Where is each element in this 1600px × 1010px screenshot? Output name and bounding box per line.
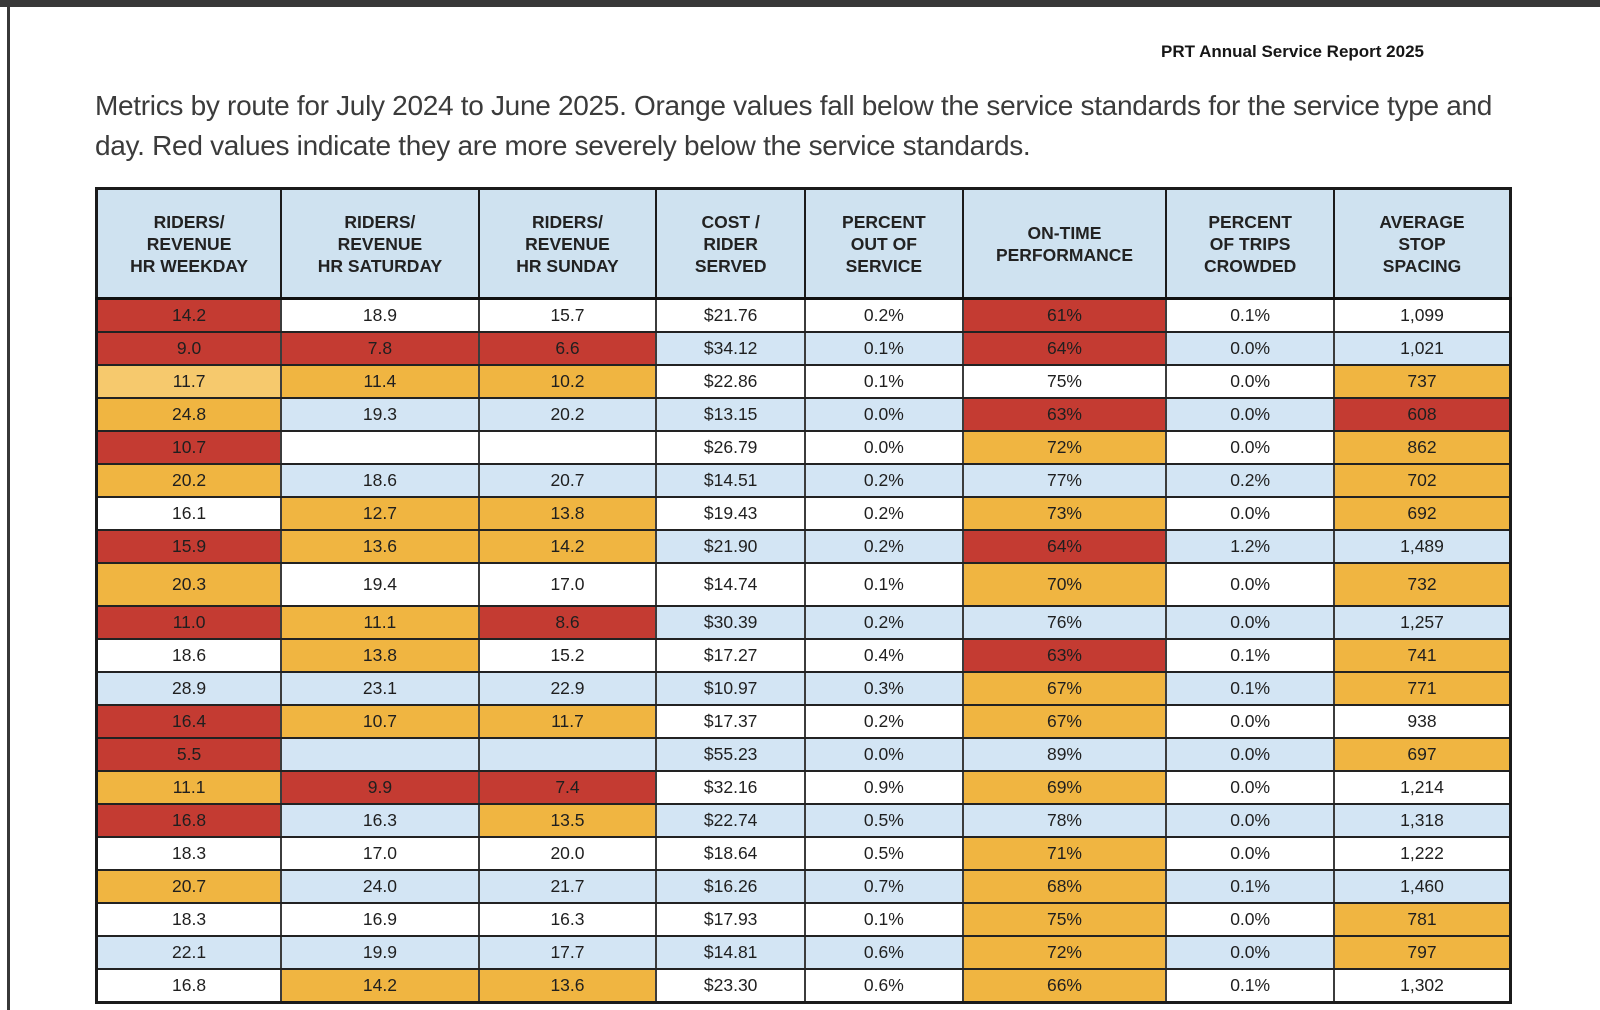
cell-percent-out-of-service: 0.0% bbox=[805, 738, 963, 771]
cell-average-stop-spacing: 781 bbox=[1334, 903, 1511, 936]
cell-percent-out-of-service: 0.1% bbox=[805, 903, 963, 936]
cell-percent-of-trips-crowded: 0.0% bbox=[1166, 705, 1334, 738]
cell-percent-of-trips-crowded: 0.0% bbox=[1166, 332, 1334, 365]
column-header-percent-out-of-service: PERCENT OUT OF SERVICE bbox=[805, 189, 963, 299]
cell-cost-per-rider-served: $14.51 bbox=[656, 464, 805, 497]
cell-riders-revenue-hr-sunday: 20.7 bbox=[479, 464, 657, 497]
cell-riders-revenue-hr-saturday: 13.8 bbox=[281, 639, 479, 672]
cell-riders-revenue-hr-weekday: 14.2 bbox=[97, 299, 282, 333]
table-row bbox=[97, 738, 1511, 771]
cell-riders-revenue-hr-saturday: 16.3 bbox=[281, 804, 479, 837]
cell-cost-per-rider-served: $21.76 bbox=[656, 299, 805, 333]
cell-percent-of-trips-crowded: 0.0% bbox=[1166, 398, 1334, 431]
cell-on-time-performance: 71% bbox=[963, 837, 1167, 870]
cell-riders-revenue-hr-sunday: 11.7 bbox=[479, 705, 657, 738]
page-border-top bbox=[0, 0, 1600, 7]
cell-cost-per-rider-served: $17.27 bbox=[656, 639, 805, 672]
cell-cost-per-rider-served: $21.90 bbox=[656, 530, 805, 563]
cell-percent-out-of-service: 0.5% bbox=[805, 804, 963, 837]
cell-cost-per-rider-served: $34.12 bbox=[656, 332, 805, 365]
cell-riders-revenue-hr-weekday: 9.0 bbox=[97, 332, 282, 365]
table-row bbox=[97, 563, 1511, 606]
cell-percent-of-trips-crowded: 0.0% bbox=[1166, 431, 1334, 464]
cell-riders-revenue-hr-weekday: 20.7 bbox=[97, 870, 282, 903]
cell-riders-revenue-hr-weekday: 16.8 bbox=[97, 969, 282, 1003]
cell-riders-revenue-hr-sunday bbox=[479, 431, 657, 464]
cell-riders-revenue-hr-sunday: 10.2 bbox=[479, 365, 657, 398]
cell-riders-revenue-hr-sunday: 20.2 bbox=[479, 398, 657, 431]
cell-percent-of-trips-crowded: 0.0% bbox=[1166, 837, 1334, 870]
cell-riders-revenue-hr-sunday: 6.6 bbox=[479, 332, 657, 365]
cell-riders-revenue-hr-weekday: 20.3 bbox=[97, 563, 282, 606]
cell-on-time-performance: 64% bbox=[963, 332, 1167, 365]
cell-average-stop-spacing: 938 bbox=[1334, 705, 1511, 738]
cell-on-time-performance: 67% bbox=[963, 672, 1167, 705]
column-header-riders-revenue-hr-saturday: RIDERS/ REVENUE HR SATURDAY bbox=[281, 189, 479, 299]
cell-riders-revenue-hr-saturday: 12.7 bbox=[281, 497, 479, 530]
cell-percent-out-of-service: 0.6% bbox=[805, 936, 963, 969]
cell-on-time-performance: 63% bbox=[963, 639, 1167, 672]
cell-riders-revenue-hr-sunday: 17.0 bbox=[479, 563, 657, 606]
cell-percent-of-trips-crowded: 0.0% bbox=[1166, 563, 1334, 606]
cell-cost-per-rider-served: $10.97 bbox=[656, 672, 805, 705]
cell-percent-of-trips-crowded: 0.0% bbox=[1166, 936, 1334, 969]
cell-cost-per-rider-served: $30.39 bbox=[656, 606, 805, 639]
table-row bbox=[97, 299, 1511, 333]
cell-average-stop-spacing: 737 bbox=[1334, 365, 1511, 398]
cell-average-stop-spacing: 1,257 bbox=[1334, 606, 1511, 639]
column-header-riders-revenue-hr-sunday: RIDERS/ REVENUE HR SUNDAY bbox=[479, 189, 657, 299]
cell-on-time-performance: 66% bbox=[963, 969, 1167, 1003]
table-header-row bbox=[97, 189, 1511, 299]
cell-percent-out-of-service: 0.7% bbox=[805, 870, 963, 903]
cell-percent-out-of-service: 0.0% bbox=[805, 398, 963, 431]
cell-riders-revenue-hr-weekday: 16.1 bbox=[97, 497, 282, 530]
table-row bbox=[97, 398, 1511, 431]
cell-riders-revenue-hr-saturday: 19.4 bbox=[281, 563, 479, 606]
cell-riders-revenue-hr-saturday: 19.9 bbox=[281, 936, 479, 969]
cell-riders-revenue-hr-sunday: 20.0 bbox=[479, 837, 657, 870]
cell-cost-per-rider-served: $18.64 bbox=[656, 837, 805, 870]
cell-on-time-performance: 70% bbox=[963, 563, 1167, 606]
table-row bbox=[97, 672, 1511, 705]
cell-riders-revenue-hr-sunday: 17.7 bbox=[479, 936, 657, 969]
cell-percent-of-trips-crowded: 0.0% bbox=[1166, 738, 1334, 771]
cell-percent-of-trips-crowded: 0.0% bbox=[1166, 606, 1334, 639]
table-row bbox=[97, 936, 1511, 969]
cell-percent-out-of-service: 0.2% bbox=[805, 497, 963, 530]
cell-riders-revenue-hr-sunday: 15.2 bbox=[479, 639, 657, 672]
cell-average-stop-spacing: 1,318 bbox=[1334, 804, 1511, 837]
table-row bbox=[97, 497, 1511, 530]
cell-cost-per-rider-served: $16.26 bbox=[656, 870, 805, 903]
table-row bbox=[97, 431, 1511, 464]
cell-cost-per-rider-served: $22.74 bbox=[656, 804, 805, 837]
table-row bbox=[97, 969, 1511, 1003]
cell-riders-revenue-hr-weekday: 18.6 bbox=[97, 639, 282, 672]
cell-percent-out-of-service: 0.1% bbox=[805, 332, 963, 365]
intro-paragraph: Metrics by route for July 2024 to June 2025. Orange values fall below the service standards for the service type and day. Red values indicate they are more severely below the service standards. bbox=[95, 90, 1493, 161]
cell-riders-revenue-hr-weekday: 15.9 bbox=[97, 530, 282, 563]
cell-riders-revenue-hr-sunday bbox=[479, 738, 657, 771]
cell-riders-revenue-hr-sunday: 13.6 bbox=[479, 969, 657, 1003]
cell-riders-revenue-hr-saturday: 13.6 bbox=[281, 530, 479, 563]
cell-riders-revenue-hr-saturday: 10.7 bbox=[281, 705, 479, 738]
cell-riders-revenue-hr-weekday: 28.9 bbox=[97, 672, 282, 705]
cell-riders-revenue-hr-sunday: 13.5 bbox=[479, 804, 657, 837]
cell-on-time-performance: 69% bbox=[963, 771, 1167, 804]
cell-cost-per-rider-served: $19.43 bbox=[656, 497, 805, 530]
cell-on-time-performance: 78% bbox=[963, 804, 1167, 837]
cell-riders-revenue-hr-saturday: 14.2 bbox=[281, 969, 479, 1003]
cell-riders-revenue-hr-weekday: 16.8 bbox=[97, 804, 282, 837]
cell-riders-revenue-hr-saturday bbox=[281, 738, 479, 771]
cell-average-stop-spacing: 1,222 bbox=[1334, 837, 1511, 870]
cell-riders-revenue-hr-sunday: 8.6 bbox=[479, 606, 657, 639]
cell-percent-out-of-service: 0.1% bbox=[805, 563, 963, 606]
cell-on-time-performance: 75% bbox=[963, 365, 1167, 398]
cell-average-stop-spacing: 771 bbox=[1334, 672, 1511, 705]
cell-percent-of-trips-crowded: 0.1% bbox=[1166, 969, 1334, 1003]
table-row bbox=[97, 606, 1511, 639]
cell-cost-per-rider-served: $32.16 bbox=[656, 771, 805, 804]
cell-percent-out-of-service: 0.2% bbox=[805, 606, 963, 639]
cell-riders-revenue-hr-weekday: 22.1 bbox=[97, 936, 282, 969]
cell-average-stop-spacing: 741 bbox=[1334, 639, 1511, 672]
cell-riders-revenue-hr-sunday: 16.3 bbox=[479, 903, 657, 936]
table-row bbox=[97, 705, 1511, 738]
cell-percent-of-trips-crowded: 0.1% bbox=[1166, 870, 1334, 903]
cell-riders-revenue-hr-saturday: 17.0 bbox=[281, 837, 479, 870]
cell-riders-revenue-hr-saturday: 11.1 bbox=[281, 606, 479, 639]
cell-percent-out-of-service: 0.9% bbox=[805, 771, 963, 804]
cell-riders-revenue-hr-weekday: 5.5 bbox=[97, 738, 282, 771]
cell-riders-revenue-hr-weekday: 18.3 bbox=[97, 837, 282, 870]
cell-percent-out-of-service: 0.6% bbox=[805, 969, 963, 1003]
cell-cost-per-rider-served: $55.23 bbox=[656, 738, 805, 771]
cell-percent-of-trips-crowded: 0.1% bbox=[1166, 639, 1334, 672]
cell-riders-revenue-hr-weekday: 20.2 bbox=[97, 464, 282, 497]
table-row bbox=[97, 771, 1511, 804]
cell-riders-revenue-hr-saturday: 19.3 bbox=[281, 398, 479, 431]
cell-percent-out-of-service: 0.2% bbox=[805, 464, 963, 497]
page-border-left bbox=[7, 7, 10, 1010]
table-row bbox=[97, 332, 1511, 365]
cell-cost-per-rider-served: $13.15 bbox=[656, 398, 805, 431]
table-row bbox=[97, 464, 1511, 497]
cell-cost-per-rider-served: $17.37 bbox=[656, 705, 805, 738]
cell-riders-revenue-hr-sunday: 15.7 bbox=[479, 299, 657, 333]
cell-riders-revenue-hr-saturday: 9.9 bbox=[281, 771, 479, 804]
column-header-on-time-performance: ON-TIME PERFORMANCE bbox=[963, 189, 1167, 299]
cell-percent-of-trips-crowded: 0.0% bbox=[1166, 804, 1334, 837]
cell-riders-revenue-hr-weekday: 24.8 bbox=[97, 398, 282, 431]
cell-riders-revenue-hr-saturday: 24.0 bbox=[281, 870, 479, 903]
cell-cost-per-rider-served: $17.93 bbox=[656, 903, 805, 936]
cell-percent-of-trips-crowded: 0.1% bbox=[1166, 299, 1334, 333]
cell-percent-out-of-service: 0.2% bbox=[805, 705, 963, 738]
cell-percent-of-trips-crowded: 0.0% bbox=[1166, 771, 1334, 804]
cell-average-stop-spacing: 862 bbox=[1334, 431, 1511, 464]
cell-percent-of-trips-crowded: 0.0% bbox=[1166, 903, 1334, 936]
cell-riders-revenue-hr-weekday: 10.7 bbox=[97, 431, 282, 464]
cell-percent-out-of-service: 0.3% bbox=[805, 672, 963, 705]
cell-riders-revenue-hr-sunday: 13.8 bbox=[479, 497, 657, 530]
cell-riders-revenue-hr-saturday: 23.1 bbox=[281, 672, 479, 705]
column-header-percent-of-trips-crowded: PERCENT OF TRIPS CROWDED bbox=[1166, 189, 1334, 299]
cell-average-stop-spacing: 797 bbox=[1334, 936, 1511, 969]
cell-percent-out-of-service: 0.2% bbox=[805, 299, 963, 333]
table-row bbox=[97, 804, 1511, 837]
cell-riders-revenue-hr-sunday: 22.9 bbox=[479, 672, 657, 705]
cell-percent-out-of-service: 0.0% bbox=[805, 431, 963, 464]
cell-average-stop-spacing: 1,099 bbox=[1334, 299, 1511, 333]
cell-on-time-performance: 73% bbox=[963, 497, 1167, 530]
cell-riders-revenue-hr-saturday: 18.9 bbox=[281, 299, 479, 333]
table-row bbox=[97, 639, 1511, 672]
cell-percent-of-trips-crowded: 0.0% bbox=[1166, 365, 1334, 398]
cell-on-time-performance: 89% bbox=[963, 738, 1167, 771]
cell-cost-per-rider-served: $26.79 bbox=[656, 431, 805, 464]
cell-average-stop-spacing: 702 bbox=[1334, 464, 1511, 497]
table-row bbox=[97, 365, 1511, 398]
cell-percent-out-of-service: 0.2% bbox=[805, 530, 963, 563]
cell-riders-revenue-hr-weekday: 11.1 bbox=[97, 771, 282, 804]
cell-cost-per-rider-served: $22.86 bbox=[656, 365, 805, 398]
cell-riders-revenue-hr-weekday: 11.0 bbox=[97, 606, 282, 639]
cell-riders-revenue-hr-saturday: 7.8 bbox=[281, 332, 479, 365]
cell-on-time-performance: 72% bbox=[963, 431, 1167, 464]
cell-on-time-performance: 72% bbox=[963, 936, 1167, 969]
report-header: PRT Annual Service Report 2025 bbox=[1161, 42, 1424, 61]
cell-riders-revenue-hr-saturday: 18.6 bbox=[281, 464, 479, 497]
column-header-cost-per-rider-served: COST / RIDER SERVED bbox=[656, 189, 805, 299]
cell-average-stop-spacing: 1,021 bbox=[1334, 332, 1511, 365]
cell-riders-revenue-hr-sunday: 21.7 bbox=[479, 870, 657, 903]
cell-on-time-performance: 77% bbox=[963, 464, 1167, 497]
cell-on-time-performance: 64% bbox=[963, 530, 1167, 563]
cell-on-time-performance: 68% bbox=[963, 870, 1167, 903]
cell-riders-revenue-hr-saturday bbox=[281, 431, 479, 464]
cell-cost-per-rider-served: $23.30 bbox=[656, 969, 805, 1003]
cell-riders-revenue-hr-weekday: 11.7 bbox=[97, 365, 282, 398]
cell-average-stop-spacing: 1,460 bbox=[1334, 870, 1511, 903]
cell-average-stop-spacing: 1,489 bbox=[1334, 530, 1511, 563]
cell-riders-revenue-hr-sunday: 7.4 bbox=[479, 771, 657, 804]
cell-percent-out-of-service: 0.1% bbox=[805, 365, 963, 398]
cell-percent-out-of-service: 0.4% bbox=[805, 639, 963, 672]
cell-average-stop-spacing: 692 bbox=[1334, 497, 1511, 530]
cell-riders-revenue-hr-weekday: 18.3 bbox=[97, 903, 282, 936]
cell-riders-revenue-hr-weekday: 16.4 bbox=[97, 705, 282, 738]
cell-percent-of-trips-crowded: 1.2% bbox=[1166, 530, 1334, 563]
cell-average-stop-spacing: 608 bbox=[1334, 398, 1511, 431]
cell-on-time-performance: 76% bbox=[963, 606, 1167, 639]
cell-average-stop-spacing: 1,302 bbox=[1334, 969, 1511, 1003]
cell-on-time-performance: 67% bbox=[963, 705, 1167, 738]
cell-on-time-performance: 61% bbox=[963, 299, 1167, 333]
table-row bbox=[97, 903, 1511, 936]
cell-riders-revenue-hr-sunday: 14.2 bbox=[479, 530, 657, 563]
table-row bbox=[97, 837, 1511, 870]
column-header-average-stop-spacing: AVERAGE STOP SPACING bbox=[1334, 189, 1511, 299]
cell-cost-per-rider-served: $14.74 bbox=[656, 563, 805, 606]
cell-cost-per-rider-served: $14.81 bbox=[656, 936, 805, 969]
cell-on-time-performance: 75% bbox=[963, 903, 1167, 936]
metrics-table bbox=[95, 187, 1512, 1004]
cell-average-stop-spacing: 1,214 bbox=[1334, 771, 1511, 804]
cell-riders-revenue-hr-saturday: 11.4 bbox=[281, 365, 479, 398]
cell-average-stop-spacing: 732 bbox=[1334, 563, 1511, 606]
cell-percent-of-trips-crowded: 0.1% bbox=[1166, 672, 1334, 705]
column-header-riders-revenue-hr-weekday: RIDERS/ REVENUE HR WEEKDAY bbox=[97, 189, 282, 299]
cell-average-stop-spacing: 697 bbox=[1334, 738, 1511, 771]
cell-percent-of-trips-crowded: 0.2% bbox=[1166, 464, 1334, 497]
cell-riders-revenue-hr-saturday: 16.9 bbox=[281, 903, 479, 936]
cell-percent-out-of-service: 0.5% bbox=[805, 837, 963, 870]
table-row bbox=[97, 530, 1511, 563]
table-row bbox=[97, 870, 1511, 903]
cell-percent-of-trips-crowded: 0.0% bbox=[1166, 497, 1334, 530]
cell-on-time-performance: 63% bbox=[963, 398, 1167, 431]
